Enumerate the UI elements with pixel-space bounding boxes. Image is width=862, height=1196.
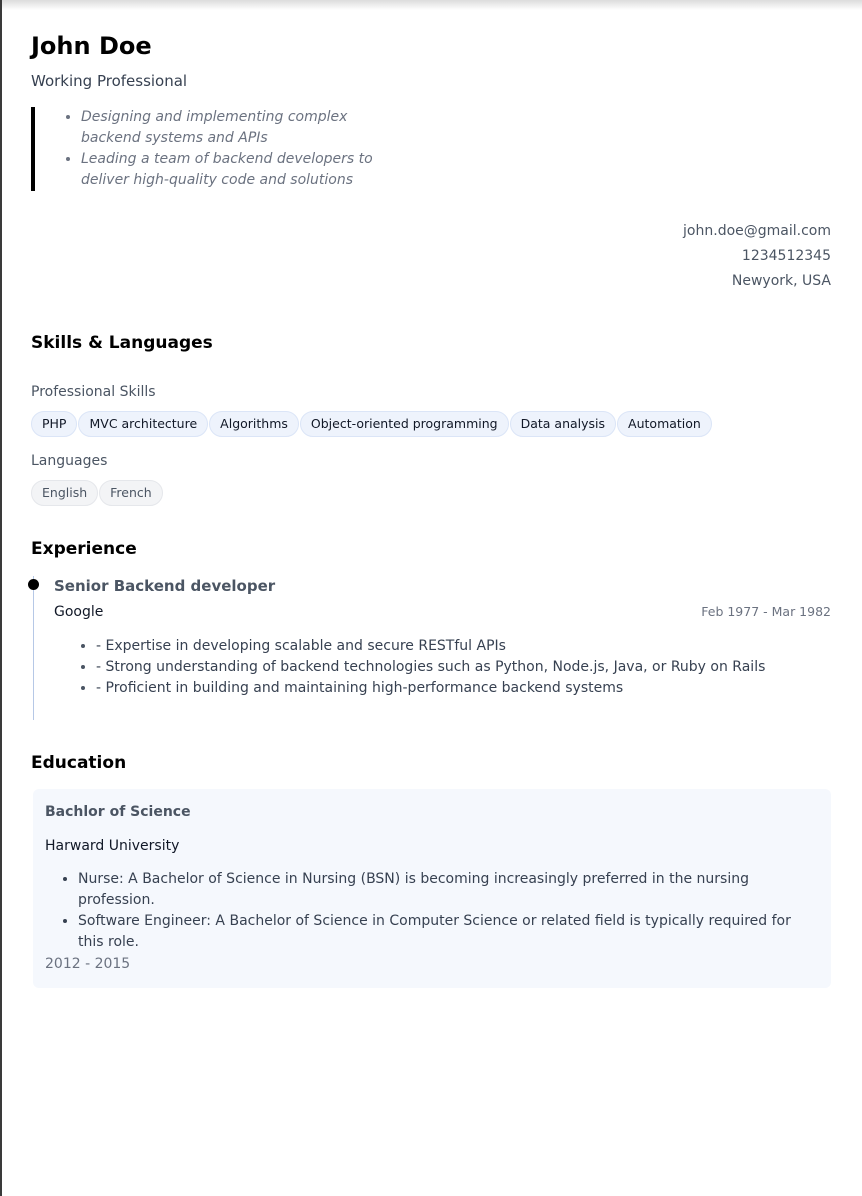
contact-info [431, 221, 831, 296]
languages-pill-list [31, 480, 164, 506]
skill-pill: Algorithms [209, 411, 299, 437]
skill-pill: PHP [31, 411, 77, 437]
language-pill: English [31, 480, 98, 506]
experience-point: • - Proficient in building and maintaining high-performance backend systems [96, 678, 765, 699]
education-dates: 2012 - 2015 [45, 956, 131, 972]
skill-pill: MVC architecture [78, 411, 208, 437]
section-title-experience: Experience [31, 539, 137, 559]
timeline-dot-icon [28, 579, 39, 590]
summary-list [81, 107, 391, 191]
summary-item: • Leading a team of backend developers to deliver high-quality code and solutions [81, 149, 391, 191]
summary-quote [31, 107, 391, 191]
education-points [78, 869, 808, 953]
contact-location: Newyork, USA [731, 273, 831, 289]
contact-email[interactable]: john.doe@gmail.com [683, 223, 831, 239]
experience-dates: Feb 1977 - Mar 1982 [701, 604, 831, 619]
experience-company: Google [54, 604, 104, 620]
experience-role: Senior Backend developer [54, 577, 276, 595]
contact-phone: 1234512345 [741, 248, 831, 264]
experience-points [96, 636, 765, 699]
language-pill: French [99, 480, 163, 506]
skills-pill-list [31, 411, 713, 437]
summary-item: • Designing and implementing complex backend systems and APIs [81, 107, 391, 149]
experience-point: • - Strong understanding of backend technologies such as Python, Node.js, Java, or Ruby on Rails [96, 657, 765, 678]
education-card [33, 789, 831, 988]
experience-point: • - Expertise in developing scalable and secure RESTful APIs [96, 636, 765, 657]
section-title-education: Education [31, 753, 127, 773]
skill-pill: Automation [617, 411, 712, 437]
education-school: Harward University [45, 838, 180, 854]
professional-skills-label: Professional Skills [31, 384, 156, 400]
education-degree: Bachlor of Science [45, 804, 191, 820]
experience-item [33, 576, 831, 720]
education-point: • Nurse: A Bachelor of Science in Nursing (BSN) is becoming increasingly preferred in the nursing profession. [78, 869, 808, 911]
top-shadow [2, 0, 862, 10]
education-point: • Software Engineer: A Bachelor of Science in Computer Science or related field is typically required for this role. [78, 911, 808, 953]
section-title-skills: Skills & Languages [31, 333, 213, 353]
candidate-name: John Doe [31, 32, 152, 60]
candidate-title: Working Professional [31, 72, 188, 90]
skill-pill: Data analysis [510, 411, 616, 437]
languages-label: Languages [31, 453, 108, 469]
skill-pill: Object-oriented programming [300, 411, 509, 437]
